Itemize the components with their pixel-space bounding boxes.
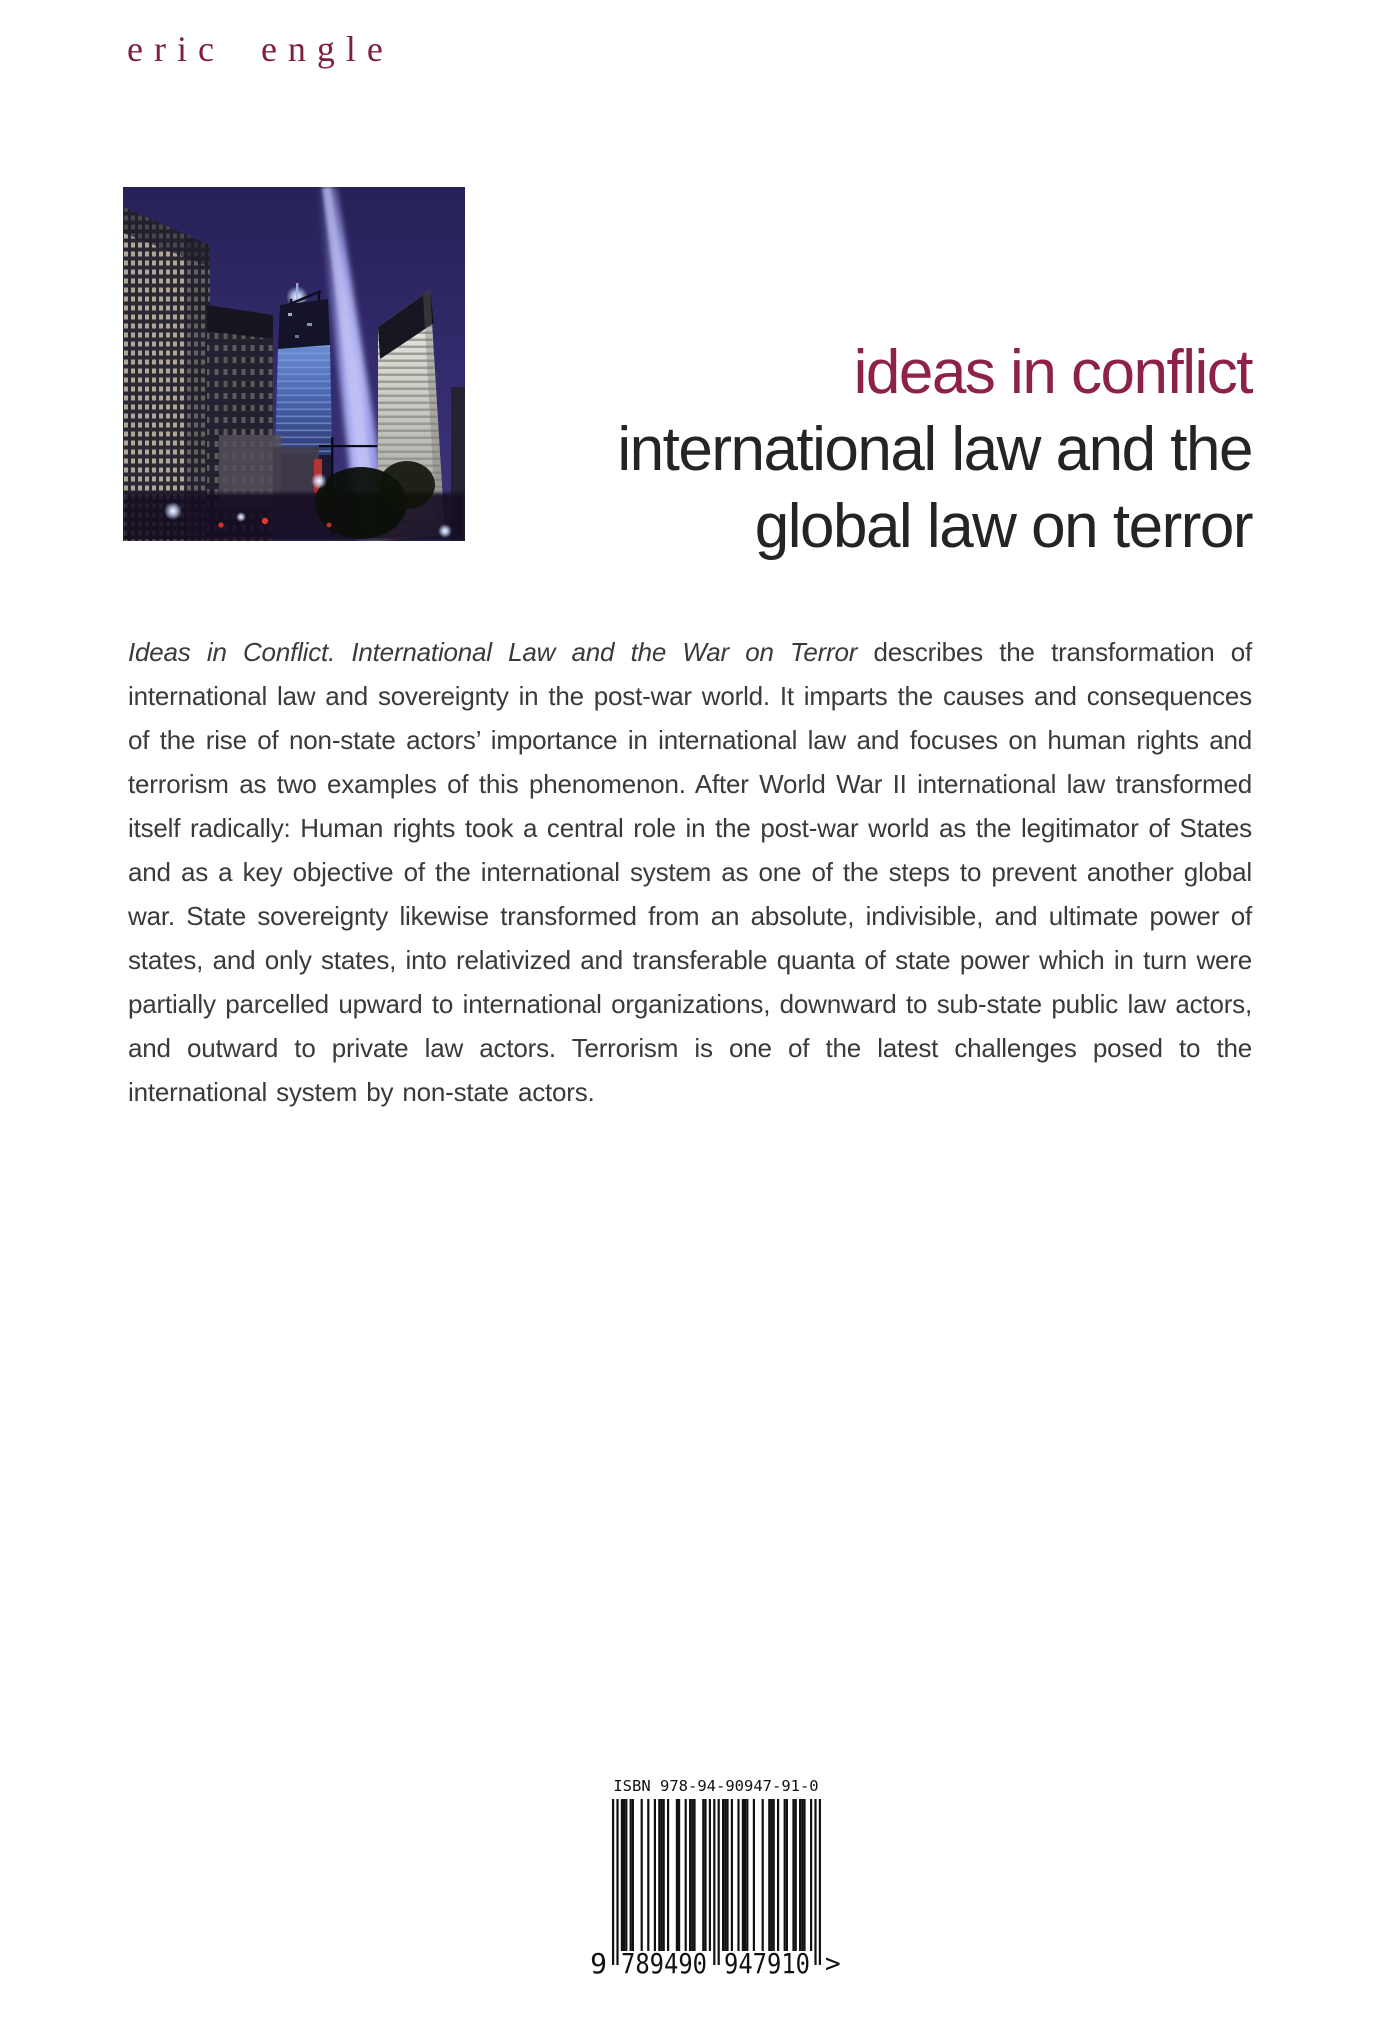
title-block bbox=[617, 334, 1252, 565]
isbn-barcode bbox=[585, 1775, 855, 1985]
book-title-line-2: global law on terror bbox=[754, 492, 1252, 561]
barcode-digits-group2: 947910 bbox=[724, 1947, 810, 1980]
barcode-bars bbox=[612, 1799, 821, 1965]
skyline-photo-illustration bbox=[123, 187, 465, 541]
back-cover-blurb bbox=[128, 630, 1252, 1114]
cover-photo bbox=[123, 187, 465, 541]
barcode-svg bbox=[585, 1775, 855, 1985]
isbn-number: ISBN 978-94-90947-91-0 bbox=[613, 1777, 819, 1795]
author-name: eric engle bbox=[127, 29, 394, 69]
series-title: ideas in conflict bbox=[853, 338, 1252, 407]
book-title-line-1: international law and the bbox=[617, 415, 1252, 484]
barcode-arrow: > bbox=[825, 1949, 841, 1979]
left-building bbox=[123, 207, 210, 541]
blurb-italic-lead: Ideas in Conflict. International Law and the War on Terror bbox=[128, 637, 858, 667]
blurb-body: describes the transformation of international law and sovereignty in the post-war world. It imparts the causes and consequences of the rise of non-state actors’ importance in international law and focuses on human rights and terrorism as two examples of this phenomenon. After World War II international law transformed itself radically: Human rights took a central role in the post-war world as the legitimator of States and as a key objective of the international system as one of the steps to prevent another global war. State sovereignty likewise transformed from an absolute, indivisible, and ultimate power of states, and only states, into relativized and transferable quanta of state power which in turn were partially parcelled upward to international organizations, downward to sub-state public law actors, and outward to private law actors. Terrorism is one of the latest challenges posed to the international system by non-state actors. bbox=[128, 637, 1253, 1107]
barcode-digit-left: 9 bbox=[590, 1947, 607, 1980]
barcode-digits-group1: 789490 bbox=[621, 1947, 707, 1980]
